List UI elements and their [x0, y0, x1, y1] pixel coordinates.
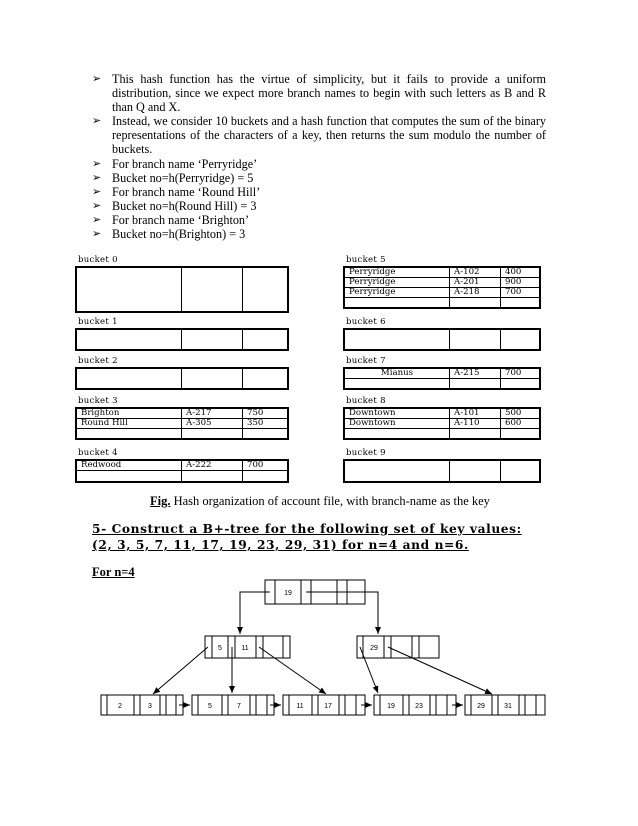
pointer-arrow: [153, 647, 208, 694]
bullet-item: ➢ Bucket no=h(Round Hill) = 3: [92, 198, 257, 213]
bucket-record: Redwood A-222 700: [76, 460, 288, 471]
arrow-bullet-icon: ➢: [92, 228, 102, 241]
node-key: 11: [296, 703, 304, 710]
for-n-label: For n=4: [92, 565, 135, 579]
pointer-arrow: [360, 647, 378, 693]
bucket-record: Perryridge A-102 400: [344, 267, 540, 278]
node-key: 11: [241, 645, 249, 652]
bucket-label: bucket 1: [78, 317, 118, 327]
bucket-label: bucket 3: [78, 396, 118, 406]
arrow-bullet-icon: ➢: [92, 213, 102, 226]
node-key: 5: [208, 703, 212, 710]
arrow-bullet-icon: ➢: [92, 115, 102, 128]
arrow-bullet-icon: ➢: [92, 73, 102, 85]
bucket-record: Mianus A-215 700: [344, 368, 540, 379]
bucket-record: Perryridge A-201 900: [344, 278, 540, 288]
node-key: 2: [118, 703, 122, 710]
pointer-arrow: [388, 647, 492, 694]
figure-caption: Fig. Hash organization of account file, with branch-name as the key: [150, 494, 490, 508]
arrow-bullet-icon: ➢: [92, 185, 102, 198]
arrow-bullet-icon: ➢: [92, 157, 102, 170]
bucket-label: bucket 5: [346, 255, 386, 265]
bucket-label: bucket 2: [78, 356, 118, 366]
node-key: 3: [148, 703, 152, 710]
arrow-bullet-icon: ➢: [92, 171, 102, 184]
pointer-arrow: [259, 647, 326, 694]
bullet-item: ➢ Bucket no=h(Perryridge) = 5: [92, 170, 254, 185]
bullet-item: ➢ Bucket no=h(Brighton) = 3: [92, 227, 246, 242]
bucket-record: Downtown A-101 500: [344, 408, 540, 419]
leaf-node: [101, 695, 183, 715]
bucket-record: Round Hill A-305 350: [76, 419, 288, 429]
bucket-label: bucket 4: [78, 448, 118, 458]
bucket-label: bucket 9: [346, 448, 386, 458]
bucket-label: bucket 8: [346, 396, 386, 406]
bucket-record: Perryridge A-218 700: [344, 288, 540, 298]
node-key: 5: [218, 645, 222, 652]
leaf-node: [192, 695, 274, 715]
bullet-item: ➢ This hash function has the virtue of simplicity, but it fails to provide a uniform distribution, since we expect more branch names to begin with such letters as B and R than Q and X.: [92, 72, 546, 115]
bucket-label: bucket 0: [78, 255, 118, 265]
arrow-bullet-icon: ➢: [92, 199, 102, 212]
bullet-item: ➢ For branch name ‘Brighton’: [92, 212, 250, 227]
bucket-label: bucket 7: [346, 356, 386, 366]
bucket-label: bucket 6: [346, 317, 386, 327]
bullet-item: ➢ For branch name ‘Round Hill’: [92, 184, 261, 199]
bullet-item: ➢ Instead, we consider 10 buckets and a hash function that computes the sum of the binary representations of the characters of a key, then returns the sum modulo the number of buckets.: [92, 114, 546, 157]
node-key: 23: [415, 703, 423, 710]
bucket-record: Brighton A-217 750: [76, 408, 288, 419]
bullet-item: ➢ For branch name ‘Perryridge’: [92, 156, 258, 171]
bucket-record: Downtown A-110 600: [344, 419, 540, 429]
node-key: 31: [504, 703, 512, 710]
node-key: 19: [284, 590, 292, 597]
node-key: 19: [387, 703, 395, 710]
section-heading: 5- Construct a B+-tree for the following set of key values: (2, 3, 5, 7, 11, 17, 19, 23, 29, 31) for n=4 and n=6.: [92, 522, 522, 552]
node-key: 17: [324, 703, 332, 710]
node-key: 29: [370, 645, 378, 652]
node-key: 7: [237, 703, 241, 710]
node-key: 29: [477, 703, 485, 710]
pointer-arrow: [306, 592, 378, 634]
